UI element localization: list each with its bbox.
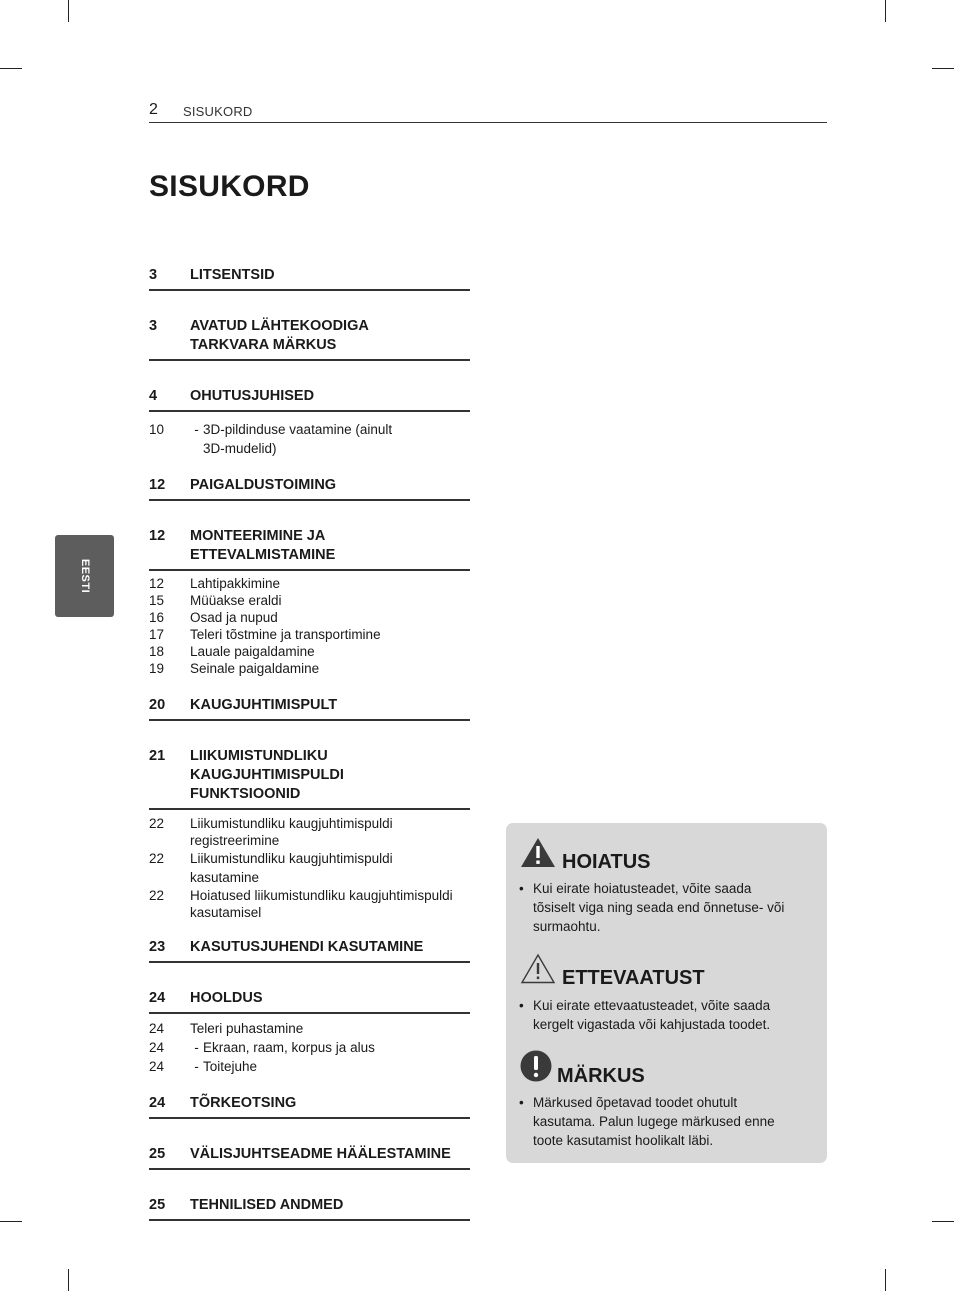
toc-page-number: 24 — [149, 1021, 165, 1036]
toc-page-number: 16 — [149, 610, 165, 625]
toc-page-number: 24 — [149, 1095, 166, 1111]
toc-page-number: 24 — [149, 1040, 165, 1055]
toc-entry-title: Seinale paigaldamine — [190, 661, 320, 676]
toc-page-number: 12 — [149, 477, 166, 493]
toc-dash: - — [194, 1059, 199, 1074]
toc-entry-title: Lauale paigaldamine — [190, 644, 315, 659]
toc-entry-assembling[interactable] — [149, 527, 470, 571]
crop-mark-bottom-right — [885, 1269, 886, 1291]
warning-title: HOIATUS — [562, 851, 651, 873]
toc-entry-title: Teleri puhastamine — [190, 1021, 304, 1036]
toc-entry-title: PAIGALDUSTOIMING — [190, 477, 337, 493]
toc-page-number: 21 — [149, 748, 166, 764]
safety-notes-box — [506, 823, 827, 1163]
toc-page-number: 12 — [149, 576, 165, 591]
bullet: • — [519, 881, 524, 896]
toc-page-number: 3 — [149, 318, 158, 334]
language-side-tab — [55, 535, 114, 617]
toc-page-number: 22 — [149, 851, 165, 866]
crop-mark-top-right-h — [932, 68, 954, 69]
warning-triangle-filled-icon — [520, 837, 556, 873]
note-title: MÄRKUS — [557, 1065, 645, 1087]
crop-mark-top-left — [68, 0, 69, 22]
toc-entry-title: Teleri tõstmine ja transportimine — [190, 627, 381, 642]
toc-subentry[interactable] — [149, 1038, 470, 1057]
toc-page-number: 24 — [149, 1059, 165, 1074]
toc-subgroup-safety — [149, 412, 470, 458]
toc-entry-title: KASUTUSJUHENDI KASUTAMINE — [190, 939, 424, 955]
toc-subentry[interactable] — [149, 626, 470, 643]
toc-title-line: FUNKTSIOONID — [190, 786, 301, 802]
toc-page-number: 20 — [149, 697, 166, 713]
toc-title-line: LIIKUMISTUNDLIKU — [190, 748, 328, 764]
toc-entry-maintenance[interactable] — [149, 989, 470, 1014]
toc-entry-troubleshooting[interactable] — [149, 1094, 470, 1119]
toc-entry-licenses[interactable] — [149, 266, 470, 291]
toc-title-line: MONTEERIMINE JA — [190, 528, 326, 544]
note-exclamation-circle-icon — [520, 1050, 552, 1087]
note-text — [519, 1093, 809, 1150]
toc-entry-title — [203, 420, 470, 458]
caution-text — [519, 996, 809, 1034]
toc-page-number: 15 — [149, 593, 165, 608]
toc-title-line: Liikumistundliku kaugjuhtimispuldi — [190, 816, 393, 831]
toc-title-line: AVATUD LÄHTEKOODIGA — [190, 318, 369, 334]
toc-entry-title — [190, 317, 470, 355]
toc-title-line: ETTEVALMISTAMINE — [190, 547, 336, 563]
toc-title-line: 3D-pildinduse vaatamine (ainult — [203, 422, 393, 437]
note-line: Kui eirate ettevaatusteadet, võite saada — [533, 998, 771, 1013]
toc-entry-title: KAUGJUHTIMISPULT — [190, 697, 338, 713]
toc-page-number: 12 — [149, 528, 166, 544]
toc-entry-title: TÕRKEOTSING — [190, 1095, 297, 1111]
toc-page-number: 22 — [149, 816, 165, 831]
crop-mark-bottom-left — [68, 1269, 69, 1291]
page-number: 2 — [149, 101, 158, 118]
toc-entry-title — [190, 747, 470, 804]
header-section-label: SISUKORD — [183, 104, 253, 119]
toc-page-number: 4 — [149, 388, 158, 404]
crop-mark-top-right — [885, 0, 886, 22]
toc-page-number: 19 — [149, 661, 165, 676]
toc-title-line: Hoiatused liikumistundliku kaugjuhtimispuldi — [190, 888, 453, 903]
toc-subentry[interactable] — [149, 849, 470, 887]
note-message — [533, 1093, 775, 1150]
language-label: EESTI — [78, 558, 91, 594]
toc-title-line: TARKVARA MÄRKUS — [190, 337, 337, 353]
toc-entry-title: Osad ja nupud — [190, 610, 278, 625]
note-line: toote kasutamist hoolikalt läbi. — [533, 1133, 714, 1148]
toc-page-number: 10 — [149, 422, 165, 437]
toc-page-number: 22 — [149, 888, 165, 903]
toc-entry-title: TEHNILISED ANDMED — [190, 1197, 344, 1213]
note-heading — [520, 1050, 645, 1087]
toc-entry-external-device[interactable] — [149, 1145, 470, 1170]
toc-subentry[interactable] — [149, 815, 470, 849]
toc-page-number: 25 — [149, 1197, 166, 1213]
note-line: Kui eirate hoiatusteadet, võite saada — [533, 881, 752, 896]
toc-subentry[interactable] — [149, 420, 470, 458]
toc-entry-title — [190, 887, 470, 921]
toc-entry-title — [190, 849, 470, 887]
crop-mark-bottom-left-h — [0, 1221, 22, 1222]
bullet: • — [519, 1095, 524, 1110]
warning-text — [519, 879, 809, 936]
toc-entry-title: Müüakse eraldi — [190, 593, 282, 608]
toc-subentry[interactable] — [149, 1019, 470, 1038]
crop-mark-top-left-h — [0, 68, 22, 69]
toc-subentry[interactable] — [149, 592, 470, 609]
note-line: kergelt vigastada või kahjustada toodet. — [533, 1017, 771, 1032]
toc-title-line: kasutamine — [190, 870, 260, 885]
toc-subentry[interactable] — [149, 1057, 470, 1076]
toc-page-number: 25 — [149, 1146, 166, 1162]
toc-subentry[interactable] — [149, 575, 470, 592]
toc-dash: - — [194, 1040, 199, 1055]
caution-heading — [520, 953, 705, 989]
toc-subgroup-motion-remote — [149, 810, 470, 921]
toc-entry-title: OHUTUSJUHISED — [190, 388, 315, 404]
toc-entry-title: LITSENTSID — [190, 267, 275, 283]
toc-subentry[interactable] — [149, 887, 470, 921]
toc-entry-remote-control[interactable] — [149, 696, 470, 721]
page-title: SISUKORD — [149, 170, 310, 203]
toc-title-line: kasutamisel — [190, 905, 262, 920]
toc-title-line: Liikumistundliku kaugjuhtimispuldi — [190, 851, 393, 866]
toc-title-line: KAUGJUHTIMISPULDI — [190, 767, 344, 783]
caution-triangle-outline-icon — [520, 953, 556, 989]
toc-subentry[interactable] — [149, 609, 470, 626]
note-line: Märkused õpetavad toodet ohutult — [533, 1095, 738, 1110]
toc-page-number: 24 — [149, 990, 166, 1006]
toc-entry-title: Lahtipakkimine — [190, 576, 281, 591]
toc-title-line: 3D-mudelid) — [203, 441, 277, 456]
toc-subentry[interactable] — [149, 660, 470, 677]
note-line: kasutama. Palun lugege märkused enne — [533, 1114, 775, 1129]
note-line: surmaohtu. — [533, 919, 601, 934]
toc-page-number: 18 — [149, 644, 165, 659]
crop-mark-bottom-right-h — [932, 1221, 954, 1222]
toc-entry-open-source[interactable] — [149, 317, 470, 361]
caution-title: ETTEVAATUST — [562, 967, 705, 989]
toc-entry-title: HOOLDUS — [190, 990, 263, 1006]
page-header — [149, 101, 827, 123]
toc-entry-title: Toitejuhe — [203, 1059, 258, 1074]
caution-message — [533, 996, 770, 1034]
toc-entry-title: VÄLISJUHTSEADME HÄÄLESTAMINE — [190, 1146, 451, 1162]
toc-entry-using-manual[interactable] — [149, 938, 470, 963]
toc-dash: - — [194, 422, 199, 437]
toc-entry-motion-remote[interactable] — [149, 747, 470, 810]
bullet: • — [519, 998, 524, 1013]
toc-subgroup-maintenance — [149, 1014, 470, 1076]
toc-entry-specifications[interactable] — [149, 1196, 470, 1221]
toc-entry-title: Ekraan, raam, korpus ja alus — [203, 1040, 375, 1055]
toc-page-number: 3 — [149, 267, 158, 283]
warning-message — [533, 879, 784, 936]
warning-heading — [520, 837, 651, 873]
toc-entry-installation[interactable] — [149, 476, 470, 501]
toc-entry-title — [190, 815, 470, 849]
toc-entry-title — [190, 527, 470, 565]
note-line: tõsiselt viga ning seada end õnnetuse- või — [533, 900, 785, 915]
toc-page-number: 17 — [149, 627, 165, 642]
table-of-contents — [149, 266, 470, 1221]
toc-title-line: registreerimine — [190, 833, 280, 848]
toc-subentry[interactable] — [149, 643, 470, 660]
toc-entry-safety[interactable] — [149, 387, 470, 412]
toc-page-number: 23 — [149, 939, 166, 955]
toc-subgroup-assembling — [149, 571, 470, 677]
